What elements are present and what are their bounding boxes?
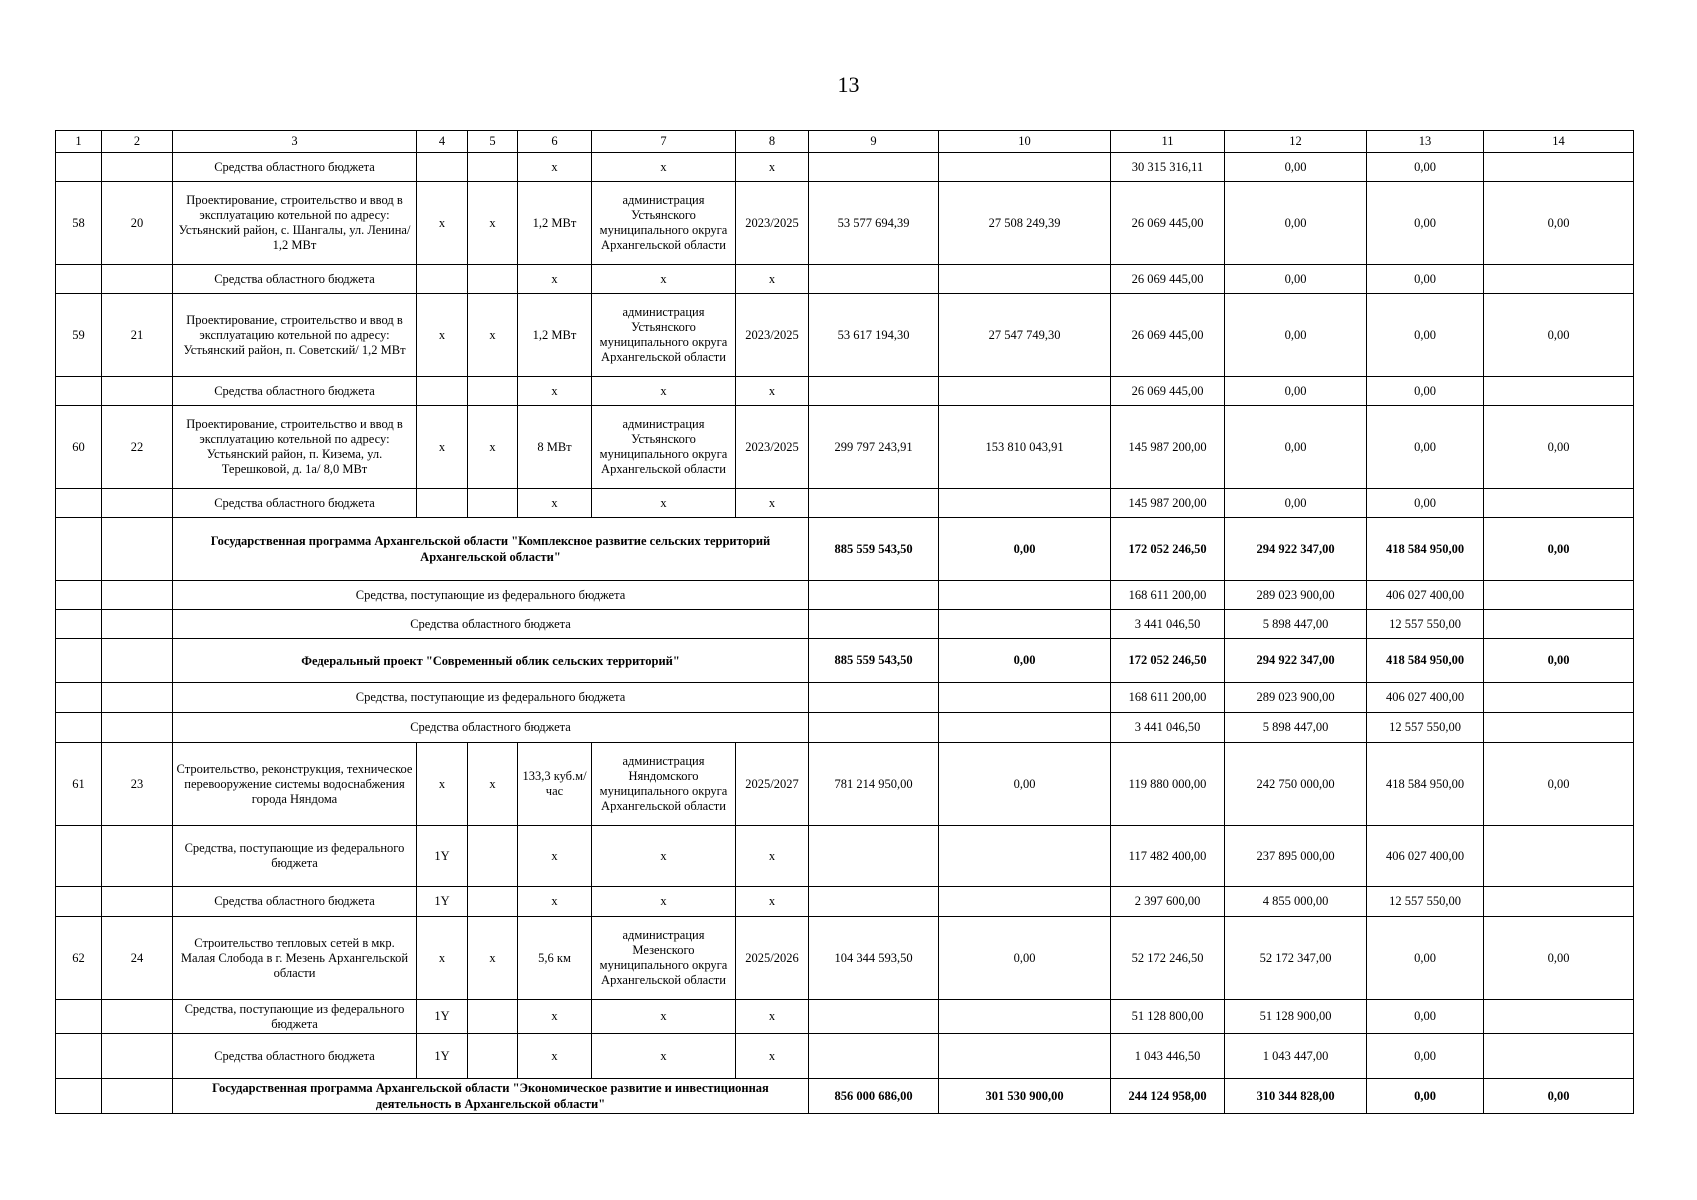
cell: 310 344 828,00 [1225, 1079, 1367, 1114]
cell: 856 000 686,00 [809, 1079, 939, 1114]
cell: 237 895 000,00 [1225, 826, 1367, 887]
cell [102, 683, 173, 713]
cell: 0,00 [1484, 518, 1634, 581]
cell [809, 610, 939, 639]
cell: 145 987 200,00 [1111, 406, 1225, 489]
cell [468, 1034, 518, 1079]
cell [102, 265, 173, 294]
cell: х [518, 826, 592, 887]
cell [102, 1034, 173, 1079]
cell: х [592, 153, 736, 182]
cell: 0,00 [1367, 489, 1484, 518]
cell: х [468, 743, 518, 826]
cell [102, 489, 173, 518]
cell: х [417, 182, 468, 265]
cell [102, 610, 173, 639]
cell: 1Y [417, 1034, 468, 1079]
capacity: 133,3 куб.м/час [518, 743, 592, 826]
header-cell: 9 [809, 131, 939, 153]
cell [1484, 377, 1634, 406]
cell: х [592, 826, 736, 887]
funding-source-label: Средства областного бюджета [173, 489, 417, 518]
cell [939, 1034, 1111, 1079]
cell [468, 1000, 518, 1034]
cell [809, 581, 939, 610]
cell: 418 584 950,00 [1367, 518, 1484, 581]
cell: 26 069 445,00 [1111, 265, 1225, 294]
cell: 294 922 347,00 [1225, 639, 1367, 683]
cell: 885 559 543,50 [809, 639, 939, 683]
cell [1484, 153, 1634, 182]
cell: 53 617 194,30 [809, 294, 939, 377]
object-name: Строительство, реконструкция, техническое перевооружение системы водоснабжения города Няндома [173, 743, 417, 826]
cell: 299 797 243,91 [809, 406, 939, 489]
header-cell: 10 [939, 131, 1111, 153]
cell: х [417, 743, 468, 826]
cell: х [518, 1000, 592, 1034]
customer: администрация Няндомского муниципального округа Архангельской области [592, 743, 736, 826]
capacity: 5,6 км [518, 917, 592, 1000]
cell [56, 887, 102, 917]
cell [939, 683, 1111, 713]
capacity: 1,2 МВт [518, 294, 592, 377]
cell [939, 581, 1111, 610]
cell: 0,00 [939, 639, 1111, 683]
funding-source-label: Средства областного бюджета [173, 265, 417, 294]
header-cell: 4 [417, 131, 468, 153]
header-cell: 6 [518, 131, 592, 153]
cell: 104 344 593,50 [809, 917, 939, 1000]
cell: х [736, 489, 809, 518]
cell: х [468, 406, 518, 489]
cell [102, 518, 173, 581]
table-row [56, 917, 1634, 1000]
cell [102, 887, 173, 917]
cell: 12 557 550,00 [1367, 887, 1484, 917]
cell [102, 639, 173, 683]
header-cell: 1 [56, 131, 102, 153]
row-number: 61 [56, 743, 102, 826]
cell: х [518, 377, 592, 406]
funding-source-label: Средства, поступающие из федерального бюджета [173, 581, 809, 610]
cell: 1Y [417, 1000, 468, 1034]
period: 2023/2025 [736, 182, 809, 265]
cell [56, 1034, 102, 1079]
cell: 119 880 000,00 [1111, 743, 1225, 826]
cell: х [736, 826, 809, 887]
cell [809, 153, 939, 182]
cell [56, 265, 102, 294]
table-row [56, 826, 1634, 887]
table-row [56, 406, 1634, 489]
cell [56, 518, 102, 581]
cell [102, 153, 173, 182]
cell [56, 610, 102, 639]
cell: 0,00 [1367, 917, 1484, 1000]
cell [1484, 1034, 1634, 1079]
item-number: 23 [102, 743, 173, 826]
cell: 289 023 900,00 [1225, 581, 1367, 610]
cell: х [592, 1000, 736, 1034]
cell: 0,00 [1225, 294, 1367, 377]
cell: 0,00 [1367, 182, 1484, 265]
cell [56, 826, 102, 887]
period: 2023/2025 [736, 406, 809, 489]
table-row [56, 1034, 1634, 1079]
cell: 52 172 347,00 [1225, 917, 1367, 1000]
cell: 51 128 900,00 [1225, 1000, 1367, 1034]
table-row [56, 610, 1634, 639]
header-cell: 2 [102, 131, 173, 153]
cell: 0,00 [1367, 294, 1484, 377]
cell [56, 153, 102, 182]
cell: 406 027 400,00 [1367, 683, 1484, 713]
cell [1484, 826, 1634, 887]
cell: х [468, 182, 518, 265]
cell: 781 214 950,00 [809, 743, 939, 826]
cell: 168 611 200,00 [1111, 581, 1225, 610]
funding-source-label: Средства областного бюджета [173, 713, 809, 743]
cell: 0,00 [1367, 406, 1484, 489]
period: 2023/2025 [736, 294, 809, 377]
cell: х [736, 153, 809, 182]
cell [809, 887, 939, 917]
cell: 1 043 447,00 [1225, 1034, 1367, 1079]
cell: 5 898 447,00 [1225, 610, 1367, 639]
cell: 0,00 [939, 518, 1111, 581]
header-cell: 3 [173, 131, 417, 153]
cell: 26 069 445,00 [1111, 377, 1225, 406]
object-name: Проектирование, строительство и ввод в эксплуатацию котельной по адресу: Устьянский район, п. Кизема, ул. Терешковой, д. 1а/ 8,0 МВт [173, 406, 417, 489]
funding-source-label: Средства областного бюджета [173, 1034, 417, 1079]
cell: 885 559 543,50 [809, 518, 939, 581]
cell [809, 1034, 939, 1079]
table-row [56, 887, 1634, 917]
cell: х [736, 377, 809, 406]
cell: 26 069 445,00 [1111, 294, 1225, 377]
funding-source-label: Средства, поступающие из федерального бюджета [173, 683, 809, 713]
cell: 0,00 [1367, 153, 1484, 182]
cell [1484, 713, 1634, 743]
cell: х [592, 887, 736, 917]
cell: х [417, 294, 468, 377]
header-cell: 8 [736, 131, 809, 153]
funding-source-label: Средства областного бюджета [173, 887, 417, 917]
header-cell: 14 [1484, 131, 1634, 153]
cell [939, 489, 1111, 518]
table-row [56, 182, 1634, 265]
customer: администрация Мезенского муниципального округа Архангельской области [592, 917, 736, 1000]
table-row [56, 581, 1634, 610]
object-name: Проектирование, строительство и ввод в эксплуатацию котельной по адресу: Устьянский район, п. Советский/ 1,2 МВт [173, 294, 417, 377]
capacity: 8 МВт [518, 406, 592, 489]
cell: 117 482 400,00 [1111, 826, 1225, 887]
cell [56, 1079, 102, 1114]
cell: 12 557 550,00 [1367, 610, 1484, 639]
cell [102, 826, 173, 887]
cell: 0,00 [1484, 917, 1634, 1000]
cell [939, 377, 1111, 406]
cell: х [592, 265, 736, 294]
cell [56, 639, 102, 683]
customer: администрация Устьянского муниципального округа Архангельской области [592, 294, 736, 377]
header-cell: 5 [468, 131, 518, 153]
funding-source-label: Средства областного бюджета [173, 377, 417, 406]
cell: 0,00 [1484, 1079, 1634, 1114]
cell [468, 826, 518, 887]
cell: 1Y [417, 826, 468, 887]
cell: х [468, 294, 518, 377]
header-row [56, 131, 1634, 153]
cell: 30 315 316,11 [1111, 153, 1225, 182]
project-title: Федеральный проект "Современный облик сельских территорий" [173, 639, 809, 683]
cell: 418 584 950,00 [1367, 639, 1484, 683]
cell: 0,00 [1367, 1000, 1484, 1034]
cell: 0,00 [1225, 406, 1367, 489]
funding-source-label: Средства областного бюджета [173, 153, 417, 182]
cell: 0,00 [1225, 182, 1367, 265]
cell: х [518, 887, 592, 917]
cell [102, 581, 173, 610]
header-cell: 12 [1225, 131, 1367, 153]
table-row [56, 153, 1634, 182]
cell [1484, 887, 1634, 917]
cell: 5 898 447,00 [1225, 713, 1367, 743]
program-title: Государственная программа Архангельской области "Экономическое развитие и инвестиционная деятельность в Архангельской области" [173, 1079, 809, 1114]
cell [102, 377, 173, 406]
cell: 172 052 246,50 [1111, 518, 1225, 581]
capacity: 1,2 МВт [518, 182, 592, 265]
item-number: 20 [102, 182, 173, 265]
cell: 3 441 046,50 [1111, 713, 1225, 743]
cell: 0,00 [1484, 294, 1634, 377]
cell: 0,00 [1484, 639, 1634, 683]
cell [102, 713, 173, 743]
cell: 418 584 950,00 [1367, 743, 1484, 826]
cell [468, 489, 518, 518]
cell: 294 922 347,00 [1225, 518, 1367, 581]
row-number: 59 [56, 294, 102, 377]
row-number: 62 [56, 917, 102, 1000]
program-title: Государственная программа Архангельской области "Комплексное развитие сельских территорий Архангельской области" [173, 518, 809, 581]
cell: х [736, 1034, 809, 1079]
header-cell: 11 [1111, 131, 1225, 153]
cell: 406 027 400,00 [1367, 826, 1484, 887]
cell: 168 611 200,00 [1111, 683, 1225, 713]
cell [56, 713, 102, 743]
cell: 0,00 [939, 917, 1111, 1000]
funding-source-label: Средства, поступающие из федерального бюджета [173, 1000, 417, 1034]
cell: 0,00 [1225, 153, 1367, 182]
cell: х [417, 406, 468, 489]
cell [56, 377, 102, 406]
cell [1484, 683, 1634, 713]
cell: 301 530 900,00 [939, 1079, 1111, 1114]
funding-source-label: Средства, поступающие из федерального бюджета [173, 826, 417, 887]
cell: 0,00 [939, 743, 1111, 826]
cell [1484, 1000, 1634, 1034]
customer: администрация Устьянского муниципального округа Архангельской области [592, 406, 736, 489]
item-number: 24 [102, 917, 173, 1000]
cell: х [518, 489, 592, 518]
table-row [56, 377, 1634, 406]
cell: 27 508 249,39 [939, 182, 1111, 265]
cell [417, 377, 468, 406]
cell [1484, 265, 1634, 294]
cell: х [518, 265, 592, 294]
object-name: Строительство тепловых сетей в мкр. Малая Слобода в г. Мезень Архангельской области [173, 917, 417, 1000]
row-number: 58 [56, 182, 102, 265]
table-row [56, 743, 1634, 826]
cell: х [518, 153, 592, 182]
cell: 3 441 046,50 [1111, 610, 1225, 639]
header-cell: 7 [592, 131, 736, 153]
cell [417, 265, 468, 294]
cell: 53 577 694,39 [809, 182, 939, 265]
cell: х [518, 1034, 592, 1079]
cell [939, 887, 1111, 917]
cell: 12 557 550,00 [1367, 713, 1484, 743]
cell: 289 023 900,00 [1225, 683, 1367, 713]
cell: 153 810 043,91 [939, 406, 1111, 489]
cell: 0,00 [1225, 489, 1367, 518]
cell [809, 265, 939, 294]
cell [809, 377, 939, 406]
table-row [56, 1000, 1634, 1034]
cell: 27 547 749,30 [939, 294, 1111, 377]
cell [939, 153, 1111, 182]
cell [102, 1079, 173, 1114]
cell: 0,00 [1367, 1079, 1484, 1114]
cell [939, 1000, 1111, 1034]
cell: 242 750 000,00 [1225, 743, 1367, 826]
cell: 145 987 200,00 [1111, 489, 1225, 518]
cell: 0,00 [1225, 377, 1367, 406]
program-total-row [56, 1079, 1634, 1114]
cell [468, 153, 518, 182]
cell: х [417, 917, 468, 1000]
cell: 172 052 246,50 [1111, 639, 1225, 683]
period: 2025/2026 [736, 917, 809, 1000]
project-total-row [56, 639, 1634, 683]
cell: х [592, 377, 736, 406]
page-number: 13 [837, 72, 860, 97]
table-row [56, 265, 1634, 294]
cell: х [736, 265, 809, 294]
cell: х [736, 1000, 809, 1034]
cell: 2 397 600,00 [1111, 887, 1225, 917]
cell [809, 683, 939, 713]
cell [468, 265, 518, 294]
cell [56, 683, 102, 713]
program-total-row [56, 518, 1634, 581]
cell [939, 826, 1111, 887]
cell [102, 1000, 173, 1034]
cell: х [468, 917, 518, 1000]
cell [1484, 610, 1634, 639]
cell [939, 713, 1111, 743]
cell: 26 069 445,00 [1111, 182, 1225, 265]
funding-source-label: Средства областного бюджета [173, 610, 809, 639]
object-name: Проектирование, строительство и ввод в эксплуатацию котельной по адресу: Устьянский район, с. Шангалы, ул. Ленина/ 1,2 МВт [173, 182, 417, 265]
cell: 0,00 [1484, 743, 1634, 826]
customer: администрация Устьянского муниципального округа Архангельской области [592, 182, 736, 265]
row-number: 60 [56, 406, 102, 489]
cell: 0,00 [1225, 265, 1367, 294]
cell [809, 713, 939, 743]
cell [417, 153, 468, 182]
cell [468, 377, 518, 406]
cell [1484, 489, 1634, 518]
table-row [56, 294, 1634, 377]
cell [56, 489, 102, 518]
cell: 406 027 400,00 [1367, 581, 1484, 610]
cell: х [592, 1034, 736, 1079]
cell: 0,00 [1367, 265, 1484, 294]
cell: 1Y [417, 887, 468, 917]
cell [809, 489, 939, 518]
cell [939, 265, 1111, 294]
table-row [56, 713, 1634, 743]
cell: 0,00 [1484, 406, 1634, 489]
cell [809, 826, 939, 887]
item-number: 21 [102, 294, 173, 377]
cell: 51 128 800,00 [1111, 1000, 1225, 1034]
cell: 0,00 [1367, 377, 1484, 406]
cell [56, 581, 102, 610]
cell: 1 043 446,50 [1111, 1034, 1225, 1079]
cell: х [592, 489, 736, 518]
cell: х [736, 887, 809, 917]
table-row [56, 489, 1634, 518]
cell [939, 610, 1111, 639]
cell: 52 172 246,50 [1111, 917, 1225, 1000]
cell [468, 887, 518, 917]
cell [56, 1000, 102, 1034]
cell [809, 1000, 939, 1034]
cell: 244 124 958,00 [1111, 1079, 1225, 1114]
header-cell: 13 [1367, 131, 1484, 153]
table-row [56, 683, 1634, 713]
cell [417, 489, 468, 518]
cell: 0,00 [1484, 182, 1634, 265]
period: 2025/2027 [736, 743, 809, 826]
cell: 4 855 000,00 [1225, 887, 1367, 917]
budget-table [55, 130, 1634, 1114]
cell [1484, 581, 1634, 610]
cell: 0,00 [1367, 1034, 1484, 1079]
item-number: 22 [102, 406, 173, 489]
